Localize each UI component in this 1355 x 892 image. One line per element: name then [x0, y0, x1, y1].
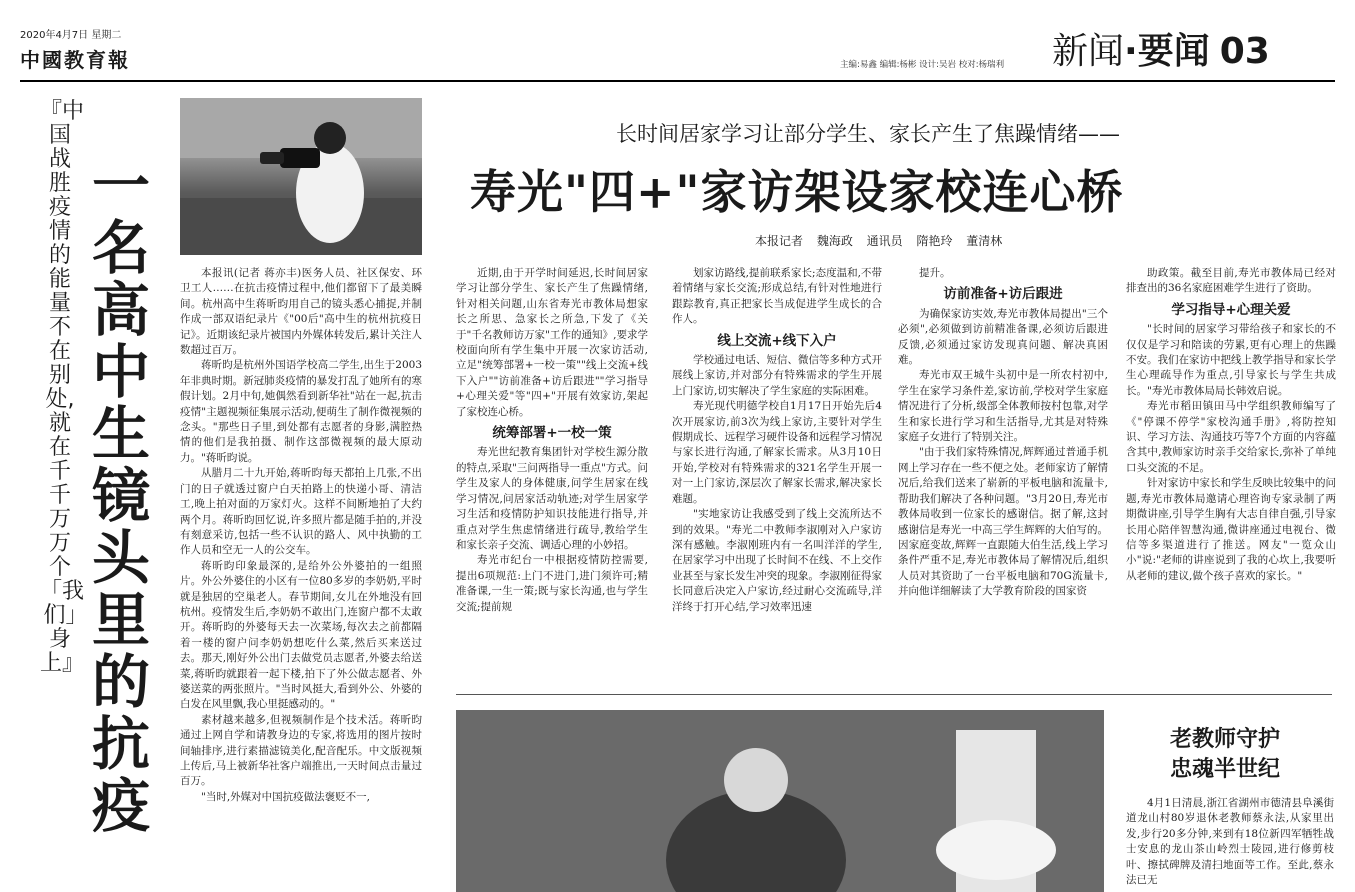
- old-teacher-photo: [456, 710, 1104, 892]
- main-column-1: [456, 266, 648, 616]
- column-paragraph: 提升。: [919, 267, 951, 279]
- column-paragraph: 为确保家访实效,寿光市教体局提出"三个必须",必须做到访前精准备课,必须访后跟进反馈,必须通过家访发现真问题、解决真困难。: [898, 307, 1108, 367]
- column-paragraph: 寿光现代明德学校自1月17日开始先后4次开展家访,前3次为线上家访,主要针对学生假期成长、远程学习硬件设备和远程学习情况与家长进行沟通,了解家长需求。从3月10日开始,学校对有特殊需求的321名学生开展一对一上门家访,深层次了解家长需求,解决家长难题。: [672, 400, 882, 505]
- main-byline: 本报记者 魏海政 通讯员 隋艳玲 董清林: [755, 234, 1003, 248]
- old-teacher-illustration: [456, 710, 1104, 892]
- second-title-line2: 忠魂半世纪: [1169, 756, 1280, 782]
- column-subhead: 线上交流+线下入户: [717, 332, 837, 349]
- column-paragraph: 针对家访中家长和学生反映比较集中的问题,寿光市教体局邀请心理咨询专家录制了两期微讲座,引导学生胸有大志自律自强,引导家长用心陪伴智慧沟通,微讲座通过电视台、微信等多渠道进行了推送。网友"一览众山小"说:"老师的讲座说到了我的心坎上,我要听从老师的建议,做个孩子喜欢的家长。": [1126, 477, 1336, 582]
- column-paragraph: 学校通过电话、短信、微信等多种方式开展线上家访,并对部分有特殊需求的学生开展上门家访,切实解决了学生家庭的实际困难。: [672, 354, 882, 397]
- side-paragraph: 本报讯(记者 蒋亦丰)医务人员、社区保安、环卫工人……在抗击疫情过程中,他们都留下了最美瞬间。杭州高中生蒋昕昀用自己的镜头悉心捕捉,并制作成一部双语纪录片《"00后"高中生的杭州抗疫日记》。近期该纪录片被国内外媒体转发后,累计关注人数超过百万。: [180, 267, 422, 357]
- photographer-illustration: [180, 98, 422, 255]
- column-paragraph: 寿光市稻田镇田马中学组织教师编写了《"停课不停学"家校沟通手册》,将防控知识、学习方法、沟通技巧等7个方面的内容蕴含其中,教师家访时亲手交给家长,弥补了单纯口头交流的不足。: [1126, 400, 1336, 474]
- column-paragraph: 寿光市双王城牛头初中是一所农村初中,学生在家学习条件差,家访前,学校对学生家庭情况进行了分析,级部全体教师按村包靠,对学生和家长进行学习和生活指导,尤其是对特殊家庭子女进行了特别关注。: [898, 369, 1108, 444]
- main-headline: 寿光"四+"家访架设家校连心桥: [470, 165, 1124, 219]
- column-paragraph: 助政策。截至目前,寿光市教体局已经对排查出的36名家庭困难学生进行了资助。: [1126, 267, 1336, 295]
- side-story-subtitle: 『中国战胜疫情的能量不在别处,就在千千万万个「我们」身上』: [40, 99, 85, 676]
- issue-date: 2020年4月7日 星期二: [20, 30, 122, 41]
- second-story-title: [1120, 724, 1330, 784]
- side-paragraph: 从腊月二十九开始,蒋昕昀每天都拍上几张,不出门的日子就透过窗户白天拍路上的快递小哥、清洁工,晚上拍对面的万家灯火。这样不间断地拍了大约两个月。蒋昕昀回忆说,许多照片都是随手拍的,并没有刻意采访,包括一些不认识的路人、风中执勤的工作人员和空无一人的公交车。: [180, 467, 422, 557]
- page-number: 03: [1219, 31, 1270, 72]
- second-title-line1: 老教师守护: [1169, 726, 1280, 752]
- side-paragraph: "当时,外媒对中国抗疫做法褒贬不一,: [201, 790, 371, 803]
- newspaper-logo: 中國教育報: [20, 48, 130, 72]
- section-name-important: 要闻: [1137, 31, 1210, 72]
- section-name-news: 新闻: [1052, 31, 1125, 72]
- second-paragraph: 4月1日清晨,浙江省湖州市德清县阜溪街道龙山村80岁退休老教师蔡永法,从家里出发,步行20多分钟,来到有18位新四军牺牲战士安息的龙山茶山岭烈士陵园,进行修剪枝叶、擦拭碑牌及清扫地面等工作。至此,蔡永法已无: [1126, 797, 1334, 887]
- column-paragraph: 划家访路线,提前联系家长;态度温和,不带着情绪与家长交流;形成总结,有针对性地进行跟踪教育,真正把家长当成促进学生成长的合作人。: [672, 267, 882, 326]
- main-column-4: [1126, 266, 1336, 596]
- column-paragraph: 近期,由于开学时间延迟,长时间居家学习让部分学生、家长产生了焦躁情绪,针对相关问题,山东省寿光市教体局想家长之所思、急家长之所急,下发了《关于"千名教师访万家"工作的通知》,要求学校面向所有学生集中开展一次家访活动,立足"统筹部署+一校一策""线上交流+线下入户""访前准备+访后跟进""学习指导+心理关爱"等"四+"开展有效家访,架起了家校连心桥。: [456, 267, 648, 418]
- column-subhead: 统筹部署+一校一策: [492, 425, 612, 442]
- column-paragraph: 寿光世纪教育集团针对学校生源分散的特点,采取"三问两指导一重点"方式。问学生及家人的身体健康,问学生居家在线学习情况,问居家活动轨迹;对学生居家学习生活和疫情防护知识技能进行指导,并重点对学生焦虑情绪进行疏导,教给学生和家长亲子交流、调适心理的小妙招。: [456, 446, 648, 551]
- main-kicker: 长时间居家学习让部分学生、家长产生了焦躁情绪——: [616, 122, 1120, 146]
- masthead-rule: [20, 80, 1335, 82]
- column-paragraph: "由于我们家特殊情况,辉辉通过普通手机网上学习存在一些不便之处。老师家访了解情况后,给我们送来了崭新的平板电脑和流量卡,帮助我们解决了各种问题。"3月20日,寿光市教体局收到一位家长的感谢信。据了解,这封感谢信是寿光一中高三学生辉辉的大伯写的。因家庭变故,辉辉一直跟随大伯生活,线上学习条件严重不足,寿光市教体局了解情况后,组织人员对其资助了一台平板电脑和70G流量卡,并向他详细解读了大学教育阶段的国家资: [898, 446, 1108, 598]
- column-paragraph: "实地家访让我感受到了线上交流所达不到的效果。"寿光二中教师李淑刚对入户家访深有感触。李淑刚班内有一名叫洋洋的学生,在居家学习中出现了长时间不在线、不上交作业甚至与家长发生冲突的现象。李淑刚征得家长同意后决定入户家访,经过耐心交流疏导,洋洋终于打开心结,学习效率迅速: [672, 508, 882, 613]
- section-dot: ·: [1124, 31, 1138, 72]
- second-story-body: [1126, 796, 1334, 892]
- main-column-2: [672, 266, 882, 666]
- side-story-body: [180, 266, 422, 892]
- side-paragraph: 蒋昕昀是杭州外国语学校高二学生,出生于2003年非典时期。新冠肺炎疫情的暴发打乱了她所有的寒假计划。2月中旬,她偶然看到新华社"站在一起,抗击疫情"主题视频征集展示活动,便萌生了制作微视频的念头。"那些日子里,到处都有志愿者的身影,满腔热情的他们是我拍摄、制作这部微视频的最大原动力。"蒋昕昀说。: [180, 359, 422, 464]
- column-paragraph: 寿光市纪台一中根据疫情防控需要,提出6项规范:上门不进门,进门须许可;精准备课,一生一策;既与家长沟通,也与学生交流;提前规: [456, 554, 648, 613]
- section-divider: [456, 694, 1332, 695]
- column-paragraph: "长时间的居家学习带给孩子和家长的不仅仅是学习和陪读的劳累,更有心理上的焦躁不安。我们在家访中把线上教学指导和家长学生心理疏导作为重点,引导家长与学生共成长。"寿光市教体局局长韩效启说。: [1126, 323, 1336, 397]
- photographer-photo: [180, 98, 422, 255]
- column-subhead: 学习指导+心理关爱: [1171, 301, 1291, 318]
- side-paragraph: 素材越来越多,但视频制作是个技术活。蒋昕昀通过上网自学和请教身边的专家,将选用的图片按时间轴排序,进行素描滤镜美化,配音配乐。中文版视频上传后,马上被新华社客户端推出,一天时间点击量过百万。: [180, 713, 422, 788]
- column-subhead: 访前准备+访后跟进: [943, 286, 1063, 303]
- editor-credits: 主编:易鑫 编辑:杨彬 设计:吴岩 校对:杨瑞利: [840, 60, 1005, 70]
- side-paragraph: 蒋昕昀印象最深的,是给外公外婆拍的一组照片。外公外婆住的小区有一位80多岁的李奶奶,平时就是独居的空巢老人。春节期间,女儿在外地没有回杭州。疫情发生后,李奶奶不敢出门,连窗户都不太敢开。蒋昕昀的外婆每天去一次菜场,每次去之前都隔着一楼的窗户问李奶奶想吃什么菜,然后买来送过去。那天,刚好外公出门去做党员志愿者,外婆去给送菜,蒋昕昀就跟着一起下楼,拍下了外公做志愿者、外婆送菜的两张照片。"当时风挺大,看到外公、外婆的白发在风里飘,我心里挺感动的。": [180, 559, 422, 711]
- side-story-title: 一名高中生镜头里的抗疫: [91, 152, 150, 840]
- main-column-3: [898, 266, 1108, 686]
- section-header: [1052, 30, 1270, 74]
